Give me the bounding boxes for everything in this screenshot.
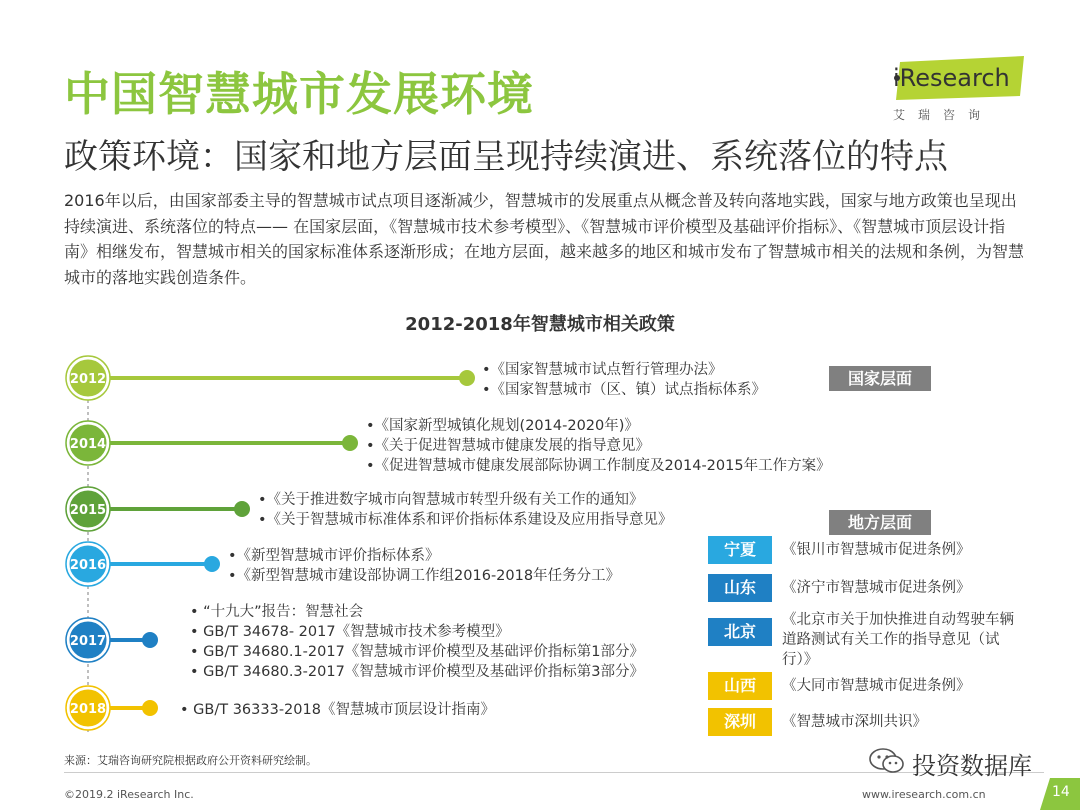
policy-item: •《关于智慧城市标准体系和评价指标体系建设及应用指导意见》 bbox=[258, 512, 673, 528]
source-note: 来源：艾瑞咨询研究院根据政府公开资料研究绘制。 bbox=[64, 754, 317, 767]
timeline-end-dot bbox=[342, 435, 358, 451]
year-label: 2014 bbox=[69, 437, 107, 452]
policy-item: • “十九大”报告：智慧社会 bbox=[190, 604, 364, 620]
policy-item: •《国家新型城镇化规划(2014-2020年)》 bbox=[366, 418, 639, 434]
watermark-text: 投资数据库 bbox=[912, 752, 1032, 780]
wechat-icon bbox=[868, 746, 906, 776]
policy-item: •《关于促进智慧城市健康发展的指导意见》 bbox=[366, 438, 651, 454]
intro-paragraph: 2016年以后，由国家部委主导的智慧城市试点项目逐渐减少，智慧城市的发展重点从概念普及转向落地实践，国家与地方政策也呈现出持续演进、系统落位的特点—— 在国家层面，《智慧城市技术参考模型》、《智慧城市评价模型及基础评价指标》、《智慧城市顶层设计指南》相继发布，智慧城市相关的国家标准体系逐渐形成；在地方层面，越来越多的地区和城市发布了智慧城市相关的法规和条例，为智慧城市的落地实践创造条件。 bbox=[64, 191, 1025, 287]
logo-name: iResearch bbox=[893, 64, 1010, 92]
year-label: 2012 bbox=[69, 372, 107, 387]
year-label: 2018 bbox=[69, 702, 107, 717]
policy-item: •《国家智慧城市试点暂行管理办法》 bbox=[482, 362, 723, 378]
local-policy-text: 《银川市智慧城市促进条例》 bbox=[782, 542, 971, 558]
timeline-end-dot bbox=[234, 501, 250, 517]
local-level-tag: 地方层面 bbox=[829, 510, 931, 535]
logo-subtitle: 艾瑞咨询 bbox=[893, 108, 994, 122]
website: www.iresearch.com.cn bbox=[862, 788, 986, 801]
local-policy-text: 《济宁市智慧城市促进条例》 bbox=[782, 580, 971, 596]
policy-item: • GB/T 34680.1-2017《智慧城市评价模型及基础评价指标第1部分》 bbox=[190, 644, 645, 660]
policy-item: •《国家智慧城市（区、镇）试点指标体系》 bbox=[482, 382, 767, 398]
policy-item: • GB/T 34680.3-2017《智慧城市评价模型及基础评价指标第3部分》 bbox=[190, 664, 645, 680]
national-level-tag: 国家层面 bbox=[829, 366, 931, 391]
year-label: 2017 bbox=[69, 634, 107, 649]
policy-item: •《促进智慧城市健康发展部际协调工作制度及2014-2015年工作方案》 bbox=[366, 458, 831, 474]
timeline-end-dot bbox=[142, 632, 158, 648]
local-policy-text: 《智慧城市深圳共识》 bbox=[782, 714, 927, 730]
page-number: 14 bbox=[1052, 784, 1070, 800]
timeline-end-dot bbox=[142, 700, 158, 716]
local-policy-text: 《大同市智慧城市促进条例》 bbox=[782, 678, 971, 694]
city-tag: 山东 bbox=[708, 574, 772, 602]
policy-item: •《新型智慧城市建设部协调工作组2016-2018年任务分工》 bbox=[228, 568, 621, 584]
policy-item: •《关于推进数字城市向智慧城市转型升级有关工作的通知》 bbox=[258, 492, 644, 508]
local-policy-text: 《北京市关于加快推进自动驾驶车辆道路测试有关工作的指导意见（试行）》 bbox=[782, 612, 1014, 668]
policy-item: • GB/T 36333-2018《智慧城市顶层设计指南》 bbox=[180, 702, 495, 718]
city-tag: 宁夏 bbox=[708, 536, 772, 564]
year-label: 2015 bbox=[69, 503, 107, 518]
page-subtitle: 政策环境：国家和地方层面呈现持续演进、系统落位的特点 bbox=[64, 137, 948, 177]
timeline-end-dot bbox=[204, 556, 220, 572]
city-tag: 深圳 bbox=[708, 708, 772, 736]
policy-item: • GB/T 34678- 2017《智慧城市技术参考模型》 bbox=[190, 624, 510, 640]
city-tag: 山西 bbox=[708, 672, 772, 700]
chart-title: 2012-2018年智慧城市相关政策 bbox=[405, 314, 675, 335]
page-title: 中国智慧城市发展环境 bbox=[64, 67, 534, 121]
policy-item: •《新型智慧城市评价指标体系》 bbox=[228, 548, 440, 564]
city-tag: 北京 bbox=[708, 618, 772, 646]
timeline-end-dot bbox=[459, 370, 475, 386]
policy-timeline bbox=[0, 340, 1080, 740]
copyright: ©2019.2 iResearch Inc. bbox=[64, 788, 194, 801]
year-label: 2016 bbox=[69, 558, 107, 573]
